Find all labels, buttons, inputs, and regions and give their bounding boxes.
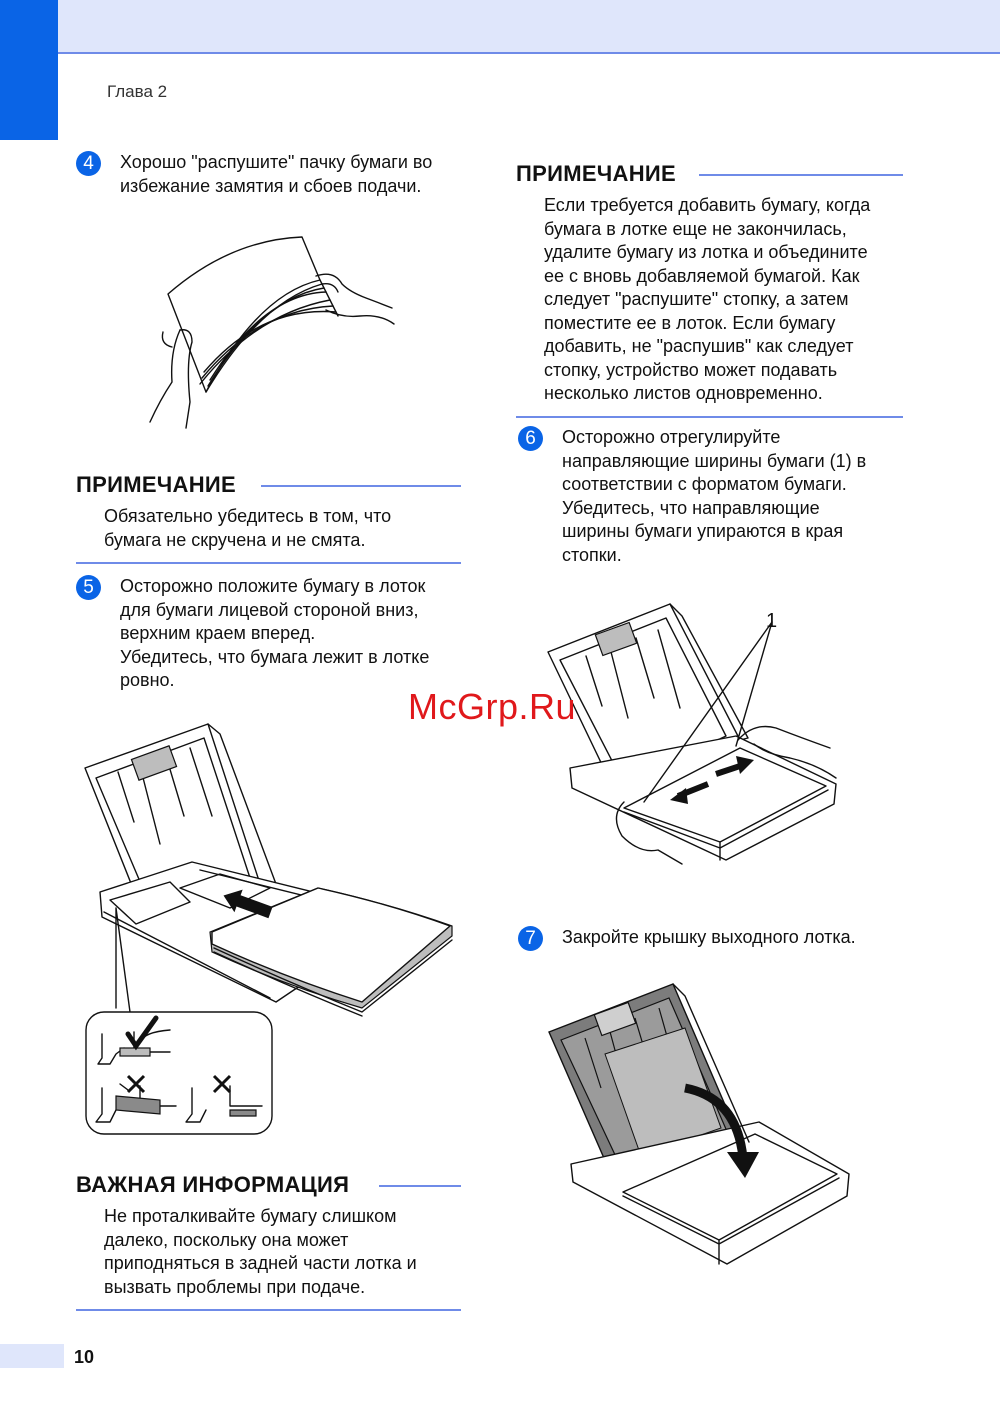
chapter-label: Глава 2 [107, 82, 168, 101]
note-box [516, 161, 903, 418]
step-text: Закройте крышку выходного лотка. [562, 927, 856, 947]
header-band [0, 0, 1000, 52]
step-number-badge: 4 [76, 151, 101, 176]
step-number-badge: 7 [518, 926, 543, 951]
note-body: Обязательно убедитесь в том, что бумага не скручена и не смята. [104, 506, 392, 550]
note-body: Если требуется добавить бумагу, когда бумага в лотке еще не закончилась, удалите бумагу из лотка и объедините ее с вновь добавляемой бумагой. Как следует "распушите" стопку, а затем поместите ее в лоток. Если бумагу добавить, не "распушив" как следует стопку, устройство может подавать несколько листов одновременно. [544, 195, 871, 403]
note-title-rule [261, 485, 461, 487]
fanning-paper-illustration [130, 232, 400, 432]
important-body: Не проталкивайте бумагу слишком далеко, поскольку она может приподняться в задней части лотка и вызвать проблемы при подаче. [104, 1206, 417, 1297]
step-number-badge: 6 [518, 426, 543, 451]
step-number-badge: 5 [76, 575, 101, 600]
important-box [76, 1172, 461, 1311]
page-number-bar [0, 1344, 64, 1368]
note-title: ПРИМЕЧАНИЕ [516, 161, 688, 186]
header-rule [58, 52, 1000, 54]
important-bottom-rule [76, 1309, 461, 1311]
note-bottom-rule [76, 562, 461, 564]
step-text: Осторожно отрегулируйте направляющие ширины бумаги (1) в соответствии с форматом бумаги. Убедитесь, что направляющие ширины бумаги упираются в края стопки. [562, 427, 867, 565]
important-title: ВАЖНАЯ ИНФОРМАЦИЯ [76, 1172, 361, 1197]
chapter-tab [0, 0, 58, 140]
note-title: ПРИМЕЧАНИЕ [76, 472, 248, 497]
step-7 [518, 926, 918, 956]
note-box [76, 472, 461, 564]
watermark: McGrp.Ru [408, 686, 577, 727]
page-number: 10 [74, 1347, 95, 1367]
step-text: Осторожно положите бумагу в лоток для бумаги лицевой стороной вниз, верхним краем вперед. Убедитесь, что бумага лежит в лотке ровно. [120, 576, 430, 690]
step-4 [76, 151, 476, 201]
note-title-rule [699, 174, 903, 176]
important-title-rule [379, 1185, 461, 1187]
close-cover-illustration [545, 978, 865, 1278]
paper-guides-illustration [540, 598, 860, 898]
step-5 [76, 575, 476, 695]
step-6 [518, 426, 918, 571]
step-text: Хорошо "распушите" пачку бумаги во избежание замятия и сбоев подачи. [120, 152, 433, 196]
callout-label: 1 [766, 610, 778, 632]
note-bottom-rule [516, 416, 903, 418]
paper-tray-loading-illustration [80, 712, 470, 1142]
